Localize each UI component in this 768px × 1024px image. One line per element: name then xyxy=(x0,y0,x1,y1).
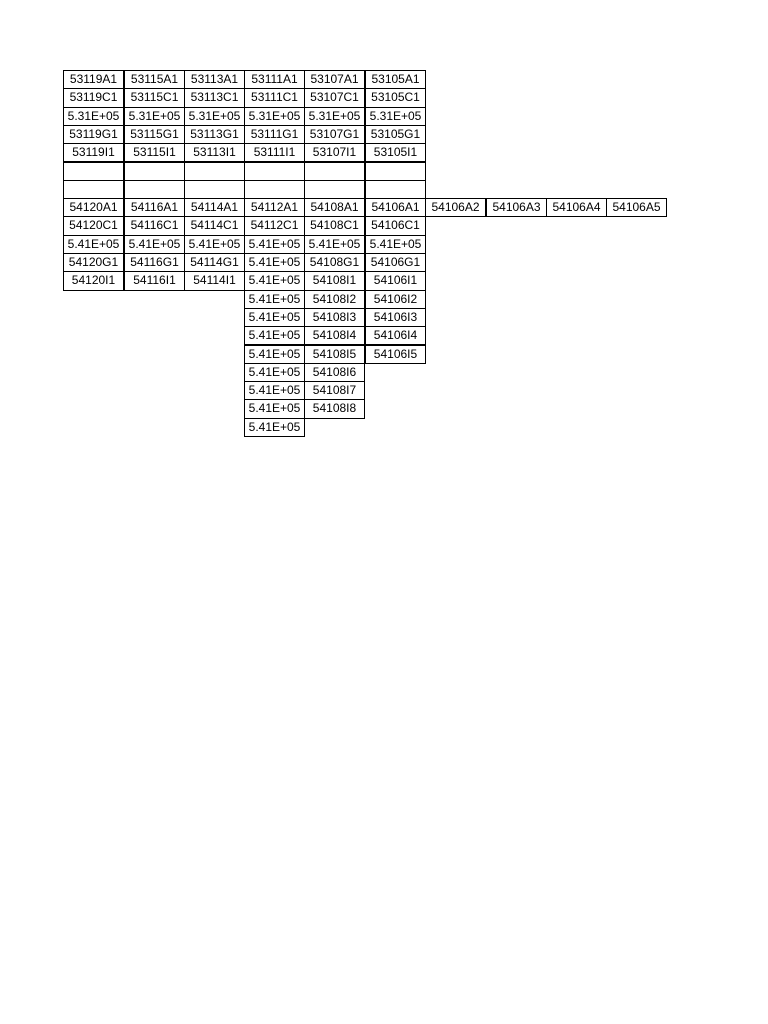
table-cell[interactable]: 5.41E+05 xyxy=(184,235,245,254)
table-cell[interactable]: 54116A1 xyxy=(124,198,185,217)
table-cell[interactable]: 5.31E+05 xyxy=(365,107,426,126)
table-cell[interactable]: 54106I5 xyxy=(365,345,426,364)
table-cell[interactable] xyxy=(63,180,124,199)
table-cell[interactable]: 5.41E+05 xyxy=(244,418,305,437)
table-cell[interactable]: 54114C1 xyxy=(184,216,245,235)
table-cell[interactable]: 5.41E+05 xyxy=(244,308,305,327)
table-cell[interactable]: 53115C1 xyxy=(124,88,185,107)
table-cell[interactable]: 5.41E+05 xyxy=(244,381,305,400)
table-cell[interactable]: 5.41E+05 xyxy=(244,271,305,290)
table-cell[interactable]: 53107A1 xyxy=(304,70,365,89)
table-cell[interactable]: 54106I4 xyxy=(365,326,426,345)
table-cell[interactable]: 53119C1 xyxy=(63,88,124,107)
table-cell[interactable]: 54112C1 xyxy=(244,216,305,235)
table-cell[interactable]: 54114A1 xyxy=(184,198,245,217)
table-cell[interactable]: 53105G1 xyxy=(365,125,426,144)
table-cell[interactable]: 53113I1 xyxy=(184,143,245,162)
table-cell[interactable]: 5.41E+05 xyxy=(244,235,305,254)
table-cell[interactable]: 54108C1 xyxy=(304,216,365,235)
table-cell[interactable]: 5.41E+05 xyxy=(124,235,185,254)
table-cell[interactable]: 5.31E+05 xyxy=(124,107,185,126)
table-cell[interactable] xyxy=(244,162,305,181)
table-cell[interactable]: 54114I1 xyxy=(184,271,245,290)
table-cell[interactable]: 54106I1 xyxy=(365,271,426,290)
table-cell[interactable]: 54116G1 xyxy=(124,253,185,272)
table-cell[interactable]: 54108I1 xyxy=(304,271,365,290)
table-cell[interactable]: 54120A1 xyxy=(63,198,124,217)
table-cell[interactable]: 5.41E+05 xyxy=(244,326,305,345)
table-cell[interactable]: 53115G1 xyxy=(124,125,185,144)
table-cell[interactable] xyxy=(304,180,365,199)
table-cell[interactable]: 53105C1 xyxy=(365,88,426,107)
table-cell[interactable]: 5.31E+05 xyxy=(304,107,365,126)
table-cell[interactable] xyxy=(184,162,245,181)
table-cell[interactable]: 53113C1 xyxy=(184,88,245,107)
table-cell[interactable]: 53111A1 xyxy=(244,70,305,89)
table-cell[interactable] xyxy=(63,162,124,181)
table-cell[interactable]: 54114G1 xyxy=(184,253,245,272)
table-cell[interactable]: 53111C1 xyxy=(244,88,305,107)
table-cell[interactable]: 53111G1 xyxy=(244,125,305,144)
table-cell[interactable]: 54106C1 xyxy=(365,216,426,235)
table-cell[interactable]: 53113A1 xyxy=(184,70,245,89)
table-cell[interactable]: 54120I1 xyxy=(63,271,124,290)
table-cell[interactable]: 54106A1 xyxy=(365,198,426,217)
table-cell[interactable]: 54120G1 xyxy=(63,253,124,272)
table-cell[interactable]: 54120C1 xyxy=(63,216,124,235)
table-cell[interactable]: 5.41E+05 xyxy=(244,399,305,418)
table-cell[interactable]: 53119G1 xyxy=(63,125,124,144)
table-cell[interactable]: 54112A1 xyxy=(244,198,305,217)
table-cell[interactable]: 54108G1 xyxy=(304,253,365,272)
table-cell[interactable]: 54106A3 xyxy=(486,198,547,217)
table-cell[interactable]: 53115A1 xyxy=(124,70,185,89)
table-cell[interactable]: 53119I1 xyxy=(63,143,124,162)
table-cell[interactable]: 5.41E+05 xyxy=(244,290,305,309)
table-cell[interactable]: 54106G1 xyxy=(365,253,426,272)
table-cell[interactable]: 54108I4 xyxy=(304,326,365,345)
table-cell[interactable] xyxy=(124,180,185,199)
table-cell[interactable] xyxy=(304,162,365,181)
table-cell[interactable]: 53105A1 xyxy=(365,70,426,89)
table-cell[interactable]: 54108I8 xyxy=(304,399,365,418)
table-cell[interactable]: 53113G1 xyxy=(184,125,245,144)
table-cell[interactable]: 54108I7 xyxy=(304,381,365,400)
table-cell[interactable]: 54106A4 xyxy=(546,198,607,217)
table-cell[interactable]: 54106I2 xyxy=(365,290,426,309)
table-cell[interactable]: 54106A2 xyxy=(425,198,486,217)
table-cell[interactable]: 5.41E+05 xyxy=(244,253,305,272)
table-cell[interactable]: 54106I3 xyxy=(365,308,426,327)
table-cell[interactable]: 54108A1 xyxy=(304,198,365,217)
table-cell[interactable]: 53111I1 xyxy=(244,143,305,162)
table-cell[interactable]: 54108I5 xyxy=(304,345,365,364)
table-cell[interactable]: 5.41E+05 xyxy=(304,235,365,254)
table-cell[interactable]: 53119A1 xyxy=(63,70,124,89)
table-cell[interactable] xyxy=(365,162,426,181)
table-cell[interactable]: 53107I1 xyxy=(304,143,365,162)
table-cell[interactable]: 53107C1 xyxy=(304,88,365,107)
table-cell[interactable] xyxy=(184,180,245,199)
table-cell[interactable]: 54108I6 xyxy=(304,363,365,382)
table-cell[interactable]: 5.41E+05 xyxy=(365,235,426,254)
table-cell[interactable]: 5.41E+05 xyxy=(63,235,124,254)
table-cell[interactable]: 53105I1 xyxy=(365,143,426,162)
table-cell[interactable]: 5.41E+05 xyxy=(244,363,305,382)
table-cell[interactable] xyxy=(244,180,305,199)
table-cell[interactable]: 54108I3 xyxy=(304,308,365,327)
table-cell[interactable]: 5.31E+05 xyxy=(184,107,245,126)
table-cell[interactable]: 54108I2 xyxy=(304,290,365,309)
table-cell[interactable]: 5.41E+05 xyxy=(244,345,305,364)
table-cell[interactable] xyxy=(124,162,185,181)
table-cell[interactable]: 53107G1 xyxy=(304,125,365,144)
table-cell[interactable]: 54106A5 xyxy=(606,198,667,217)
table-cell[interactable]: 54116C1 xyxy=(124,216,185,235)
table-cell[interactable]: 5.31E+05 xyxy=(63,107,124,126)
table-cell[interactable]: 5.31E+05 xyxy=(244,107,305,126)
table-cell[interactable]: 54116I1 xyxy=(124,271,185,290)
table-cell[interactable] xyxy=(365,180,426,199)
table-cell[interactable]: 53115I1 xyxy=(124,143,185,162)
